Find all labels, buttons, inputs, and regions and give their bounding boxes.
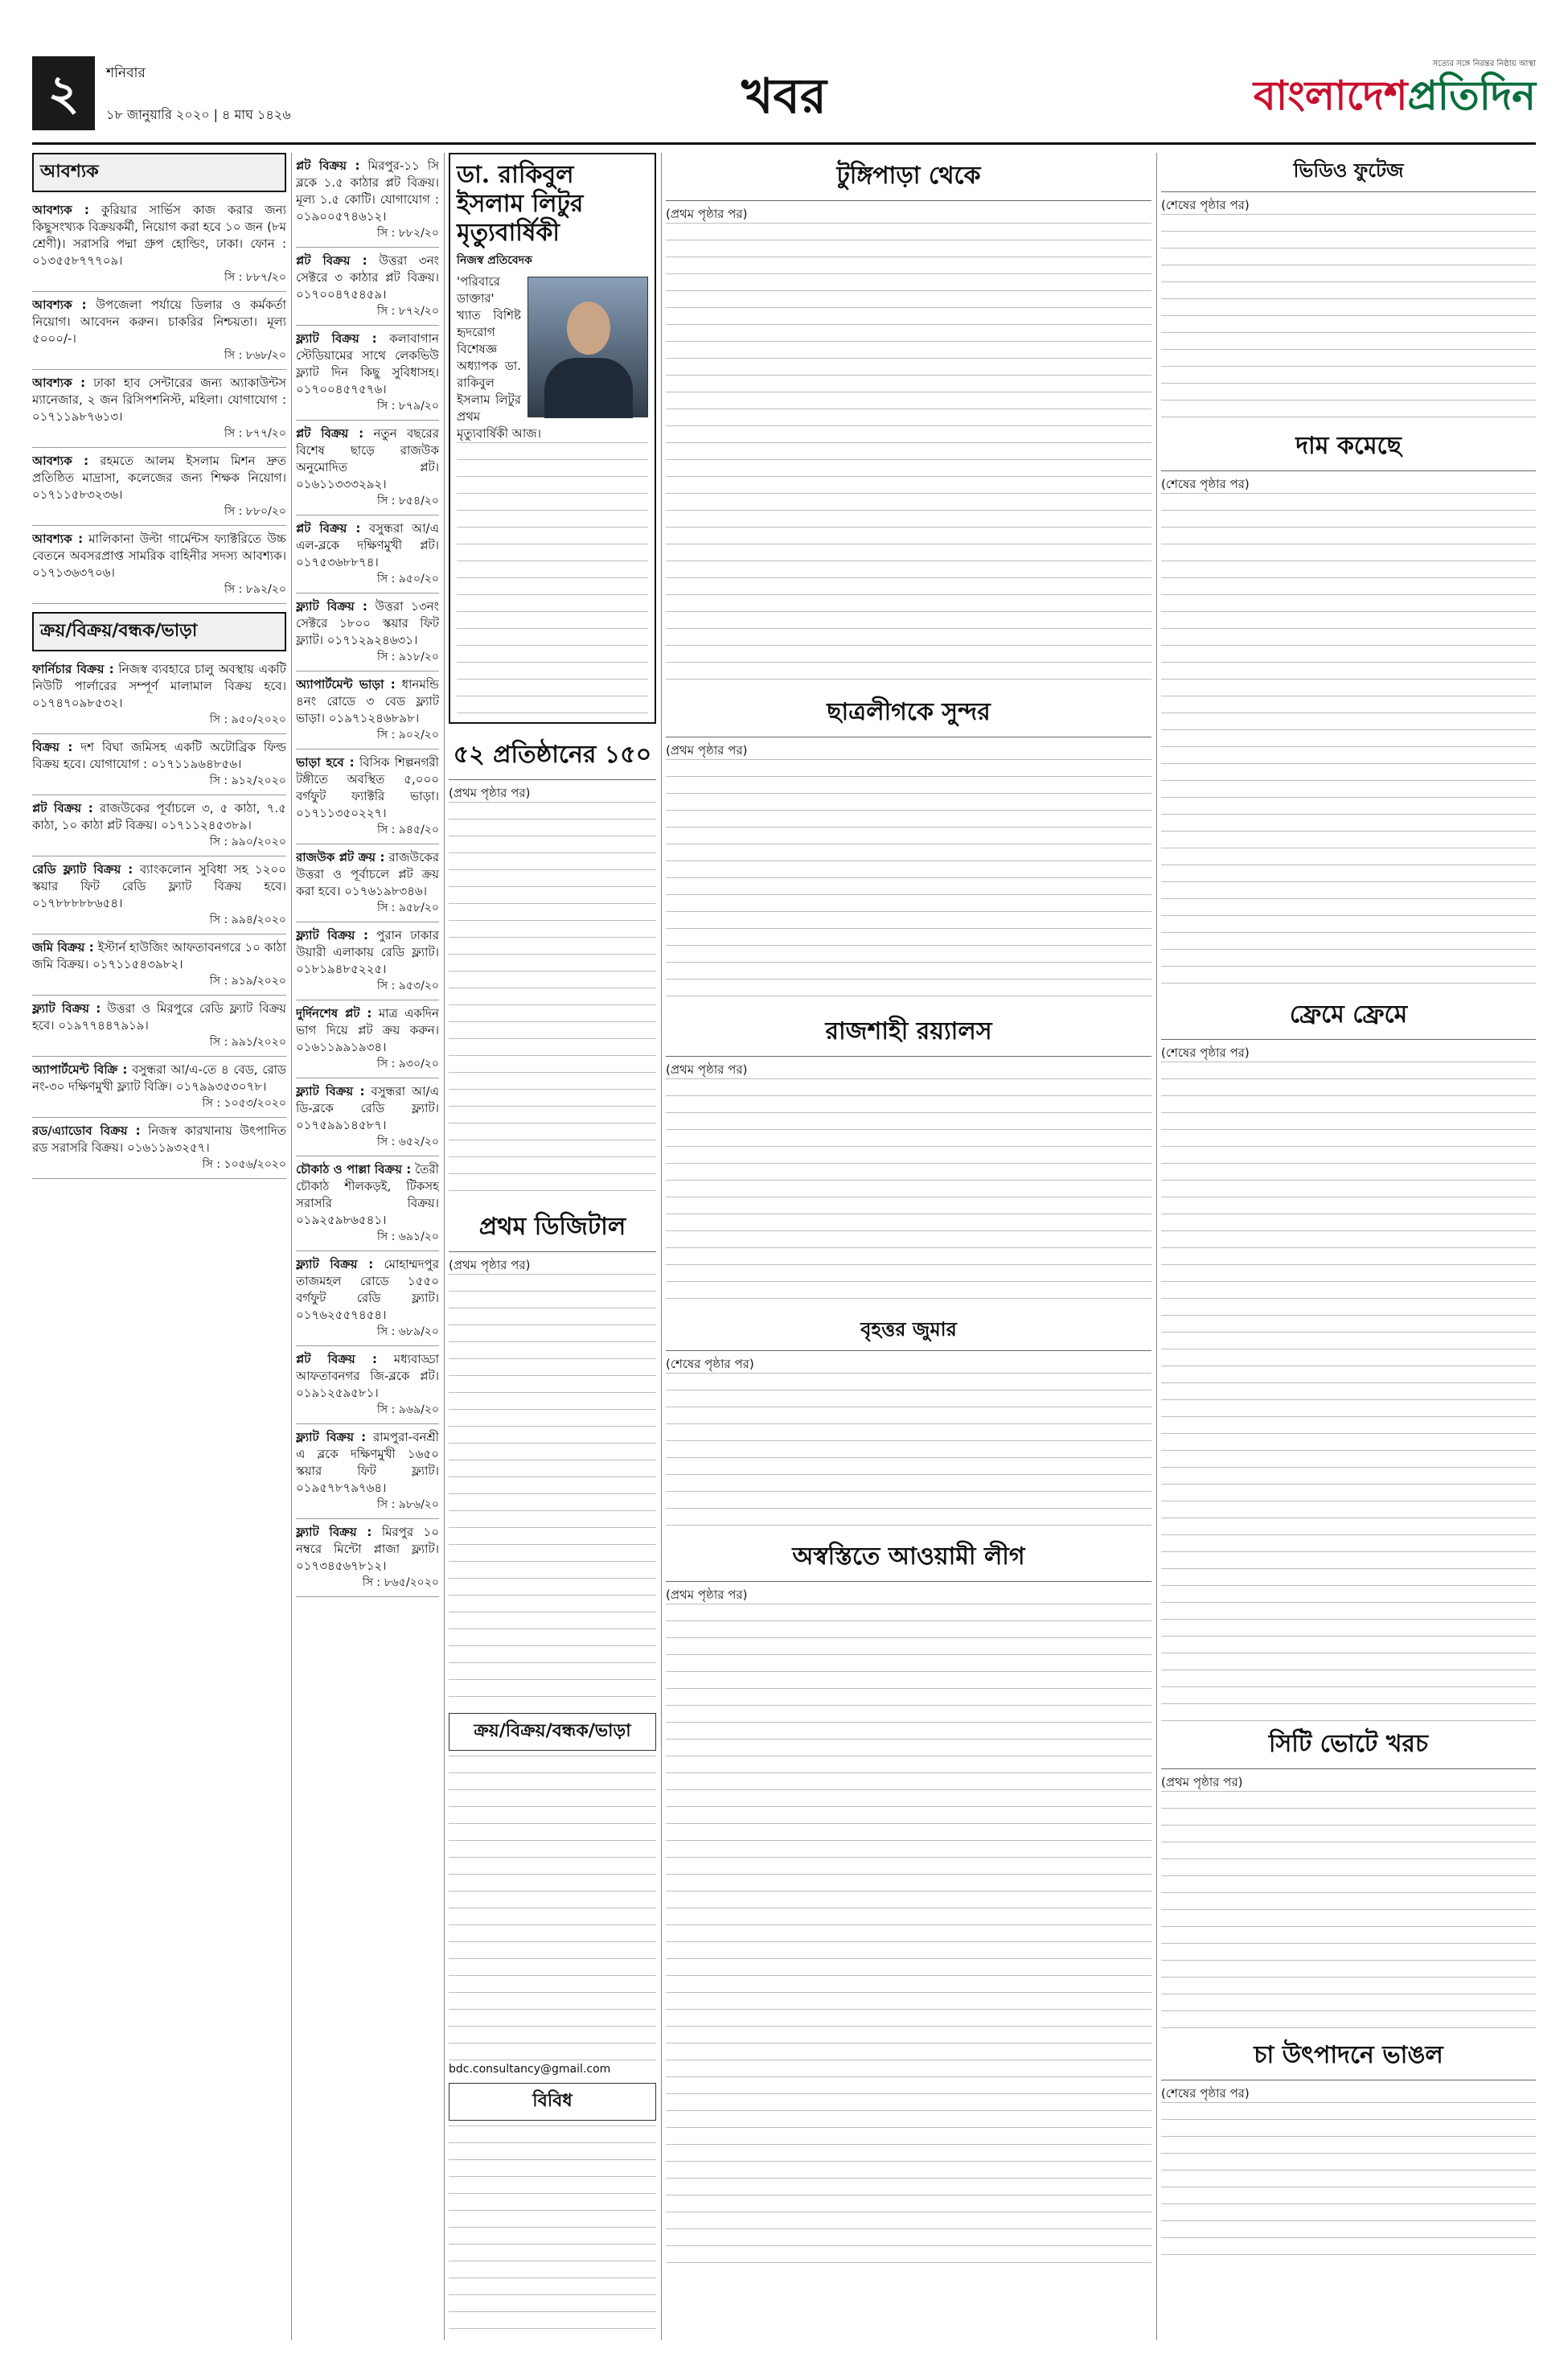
ad-text: মিরপুর ১০ নম্বরে মিন্টো প্লাজা ফ্ল্যাট। ০১৭৩৪৫৬৭৮১২। (296, 1525, 439, 1573)
classified-ad (32, 734, 286, 795)
ad-label: প্লট বিক্রয় : (296, 158, 360, 173)
classified-ad (296, 515, 439, 594)
ad-code: সি : ৬৫২/২০ (376, 1136, 439, 1148)
misc-box-head: বিবিধ (449, 2083, 656, 2121)
ad-text: উত্তরা ৩নং সেক্টরে ৩ কাঠার প্লট বিক্রয়। ০১৭০০৪৭৫৪৫৯। (296, 253, 439, 302)
story-headline[interactable]: বৃহত্তর জুমার (666, 1312, 1151, 1351)
classified-ad (32, 1118, 286, 1179)
story-body (666, 759, 1151, 1008)
classified-ad (296, 1251, 439, 1346)
classified-ad (32, 934, 286, 996)
memorial-lead: 'পরিবারে ডাক্তার' খ্যাত বিশিষ্ট হৃদরোগ বিশেষজ্ঞ অধ্যাপক ডা. রাকিবুল ইসলাম লিটুর প্রথম মৃত্যুবার্ষিকী আজ। (457, 274, 542, 441)
ad-code: সি : ৯৯১/২০২০ (209, 1036, 286, 1049)
ad-code: সি : ৮৬৮/২০ (224, 349, 286, 362)
column-rule (291, 153, 292, 2340)
ad-text: উপজেলা পর্যায়ে ডিলার ও কর্মকর্তা নিয়োগ। আবেদন করুন। চাকরির নিশ্চয়তা। মূল্য ৫০০০/-। (32, 298, 286, 346)
ad-label: ফ্ল্যাট বিক্রয় : (296, 331, 377, 346)
ad-label: ফ্ল্যাট বিক্রয় : (296, 599, 367, 614)
ad-text: বসুন্ধরা আ/এ-তে ৪ বেড, রোড নং-৩০ দক্ষিণমুখী ফ্ল্যাট বিক্রি। ০১৭৯৯৩৫৩০৭৮। (32, 1062, 286, 1094)
ad-text: ঢাকা হাব সেন্টারের জন্য অ্যাকাউন্টস ম্যানেজার, ২ জন রিসিপশনিস্ট, মহিলা। যোগাযোগ : ০১৭১১৯৮৭৬১৩। (32, 376, 286, 424)
brand-logo[interactable] (1254, 58, 1536, 118)
ad-text: উত্তরা ১৩নং সেক্টরে ১৮০০ স্কয়ার ফিট ফ্ল্যাট। ০১৭১২৯২৪৬৩১। (296, 599, 439, 647)
classified-ad (32, 856, 286, 934)
ad-label: প্লট বিক্রয় : (296, 253, 367, 268)
ad-text: বসুন্ধরা আ/এ এল-ব্লকে দক্ষিণমুখী প্লট। ০১৭৫৩৬৮৮৭৪। (296, 521, 439, 569)
classified-ad (296, 153, 439, 248)
ad-code: সি : ৮৮০/২০ (224, 505, 286, 518)
ad-label: বিক্রয় : (32, 740, 73, 754)
story-kicker: (প্রথম পৃষ্ঠার পর) (449, 786, 531, 800)
masthead (32, 56, 1536, 145)
ad-label: আবশ্যক : (32, 298, 87, 312)
ad-code: সি : ৯৩০/২০ (376, 1058, 439, 1070)
ad-label: আবশ্যক : (32, 203, 89, 217)
ad-text: কুরিয়ার সার্ভিস কাজ করার জন্য কিছুসংখ্যক বিক্রয়কর্মী, নিয়োগ করা হবে ১০ জন (৮ম শ্রেণী)। সরাসরি পদ্মা গ্রুপ হোল্ডিং, ঢাকা। ফোন : ০১৩৫৫৮৭৭৭০৯। (32, 203, 286, 268)
classified-ad (32, 795, 286, 856)
ad-code: সি : ৬৮৯/২০ (376, 1325, 439, 1338)
ad-code: সি : ৯১৮/২০ (376, 651, 439, 663)
classified-ad (296, 326, 439, 421)
ad-label: জমি বিক্রয় : (32, 940, 94, 955)
ad-code: সি : ৮৬৫/২০২০ (362, 1576, 439, 1589)
ad-label: আবশ্যক : (32, 376, 86, 390)
classified-ad (296, 1156, 439, 1251)
contact-email[interactable]: bdc.consultancy@gmail.com (449, 2063, 611, 2076)
ad-text: রহমতে আলম ইসলাম মিশন দ্রুত প্রতিষ্ঠিত মাদ্রাসা, কলেজের জন্য শিক্ষক নিয়োগ। ০১৭১১৫৮৩২৩৬। (32, 454, 286, 502)
sales-list (32, 656, 286, 1179)
classified-ad (32, 996, 286, 1057)
small-box-body (449, 1756, 656, 2061)
story-headline[interactable]: অস্বস্তিতে আওয়ামী লীগ (666, 1534, 1151, 1582)
day-name: শনিবার (106, 65, 146, 81)
ad-label: চৌকাঠ ও পাল্লা বিক্রয় : (296, 1162, 412, 1177)
classified-ad (296, 672, 439, 750)
story-kicker: (শেষের পৃষ্ঠার পর) (1161, 198, 1250, 212)
ad-text: তৈরী চৌকাঠ শীলকড়ই, টিকসহ সরাসরি বিক্রয়। ০১৯২৫৯৮৬৫৪১। (296, 1162, 439, 1227)
story-body (449, 1274, 656, 1708)
ad-label: ফ্ল্যাট বিক্রয় : (32, 1001, 101, 1016)
needs-list (32, 197, 286, 604)
story-kicker: (প্রথম পৃষ্ঠার পর) (666, 1062, 748, 1077)
memorial-box (449, 153, 656, 724)
brand-name-part2: প্রতিদিন (1407, 72, 1536, 119)
classified-ad (32, 656, 286, 734)
story-headline[interactable]: টুঙ্গিপাড়া থেকে (666, 153, 1151, 201)
ad-label: ফার্নিচার বিক্রয় : (32, 662, 114, 676)
ad-code: সি : ৮৭৭/২০ (224, 427, 286, 440)
classified-ad (32, 197, 286, 292)
column-rule (444, 153, 445, 2340)
col2-ad-list (296, 153, 439, 1597)
ad-code: সি : ৯৯০/২০২০ (209, 836, 286, 848)
classified-ad (296, 594, 439, 672)
ad-text: রাজউকের উত্তরা ও পূর্বাচলে প্লট ক্রয় করা হবে। ০১৭৬১৯৮৩৪৬। (296, 850, 439, 898)
story-kicker: (শেষের পৃষ্ঠার পর) (1161, 2086, 1250, 2101)
ad-text: বসুন্ধরা আ/এ ডি-ব্লকে রেডি ফ্ল্যাট। ০১৭৫৯৯১৪৫৮৭। (296, 1084, 439, 1132)
misc-box-body (449, 2126, 656, 2340)
memorial-body (457, 442, 648, 716)
classified-ad (32, 370, 286, 448)
story-headline[interactable]: ফ্রেমে ফ্রেমে (1161, 992, 1536, 1040)
ad-code: সি : ৮৫৪/২০ (376, 495, 439, 507)
classified-ad (32, 448, 286, 526)
ad-label: ফ্ল্যাট বিক্রয় : (296, 1257, 374, 1271)
ad-code: সি : ৯১৯/২০২০ (209, 975, 286, 988)
ad-code: সি : ৯০২/২০ (376, 729, 439, 741)
ad-code: সি : ১০৫৬/২০২০ (202, 1158, 286, 1171)
page-number: ২ (32, 56, 95, 130)
story-body (666, 1604, 1151, 2263)
ad-code: সি : ৮৯২/২০ (224, 583, 286, 596)
small-box-head: ক্রয়/বিক্রয়/বন্ধক/ভাড়া (449, 1713, 656, 1751)
story-headline[interactable]: চা উৎপাদনে ভাঙল (1161, 2032, 1536, 2080)
story-body (666, 223, 1151, 689)
ad-text: মাত্র একদিন ভাগ দিয়ে প্লট ক্রয় করুন। ০১৬১১৯৯১৯৩৪। (296, 1006, 439, 1054)
ad-text: ধানমন্ডি ৪নং রোডে ৩ বেড ফ্ল্যাট ভাড়া। ০১৯৭১২৪৬৮৯৮। (296, 677, 439, 725)
classified-ad (296, 1519, 439, 1597)
ad-label: অ্যাপার্টমেন্ট ভাড়া : (296, 677, 396, 692)
ad-label: ভাড়া হবে : (296, 755, 355, 770)
classified-ad (296, 1424, 439, 1519)
classified-ad (296, 421, 439, 515)
ad-label: ফ্ল্যাট বিক্রয় : (296, 928, 368, 943)
story-headline[interactable]: ছাত্রলীগকে সুন্দর (666, 689, 1151, 737)
story-kicker: (প্রথম পৃষ্ঠার পর) (666, 1587, 748, 1602)
ad-code: সি : ৯৫৮/২০ (376, 902, 439, 914)
ads-column-2 (296, 153, 439, 2340)
story-kicker: (শেষের পৃষ্ঠার পর) (1161, 1045, 1250, 1060)
sale-section-head: ক্রয়/বিক্রয়/বন্ধক/ভাড়া (32, 612, 286, 651)
portrait-photo (527, 277, 648, 417)
section-title: খবর (741, 68, 827, 125)
ad-code: সি : ৯৬৯/২০ (376, 1403, 439, 1416)
ad-label: ফ্ল্যাট বিক্রয় : (296, 1084, 365, 1099)
ad-text: উত্তরা ও মিরপুরে রেডি ফ্ল্যাট বিক্রয় হবে। ০১৯৭৭৪৪৭৯১৯। (32, 1001, 286, 1033)
ad-label: আবশ্যক : (32, 532, 84, 546)
classified-ad (296, 248, 439, 326)
classified-ad (296, 750, 439, 844)
date-line: ১৮ জানুয়ারি ২০২০ | ৪ মাঘ ১৪২৬ (106, 107, 291, 122)
column-5 (1161, 153, 1536, 2340)
ad-code: সি : ৯৫০/২০২০ (209, 713, 286, 726)
brand-name-part1: বাংলাদেশ (1253, 72, 1408, 119)
story-kicker: (প্রথম পৃষ্ঠার পর) (1161, 1775, 1243, 1789)
ad-text: মালিকানা উল্টা গার্মেন্টস ফ্যাক্টরিতে উচ্চ বেতনে অবসরপ্রাপ্ত সামরিক বাহিনীর সদস্য আবশ্যক। ০১৭১৩৬৩৭০৬। (32, 532, 286, 580)
brand-name (1254, 73, 1536, 118)
story-headline[interactable]: প্রথম ডিজিটাল (449, 1204, 656, 1252)
story-kicker: (শেষের পৃষ্ঠার পর) (666, 1357, 754, 1371)
ad-text: রাজউকের পূর্বাচলে ৩, ৫ কাঠা, ৭.৫ কাঠা, ১০ কাঠা প্লট বিক্রয়। ০১৭১১২৪৫৩৮৯। (32, 801, 286, 832)
story-kicker: (প্রথম পৃষ্ঠার পর) (666, 743, 748, 758)
ad-label: প্লট বিক্রয় : (32, 801, 93, 815)
ad-label: প্লট বিক্রয় : (296, 521, 361, 536)
ad-code: সি : ৯১২/২০২০ (209, 774, 286, 787)
story-body (449, 802, 656, 1204)
story-kicker: (প্রথম পৃষ্ঠার পর) (449, 1258, 531, 1272)
story-kicker: (প্রথম পৃষ্ঠার পর) (666, 207, 748, 221)
story-headline[interactable]: সিটি ভোটে খরচ (1161, 1721, 1536, 1769)
ad-label: আবশ্যক : (32, 454, 89, 468)
ad-text: রামপুরা-বনশ্রী এ ব্লকে দক্ষিণমুখী ১৬৫০ স্কয়ার ফিট ফ্ল্যাট। ০১৯৫৭৮৭৯৭৬৪। (296, 1430, 439, 1495)
ad-text: ব্যাংকলোন সুবিধা সহ ১২০০ স্কয়ার ফিট রেডি ফ্ল্যাট বিক্রয় হবে। ০১৭৮৮৮৮৮৬৫৪। (32, 862, 286, 910)
ad-label: রড/এ্যাডোব বিক্রয় : (32, 1123, 141, 1138)
ad-label: অ্যাপার্টমেন্ট বিক্রি : (32, 1062, 128, 1077)
ad-code: সি : ৯৪৫/২০ (376, 824, 439, 836)
classified-ad (32, 1057, 286, 1118)
classified-ad (296, 1000, 439, 1078)
story-body (1161, 1062, 1536, 1721)
ad-label: ফ্ল্যাট বিক্রয় : (296, 1430, 367, 1444)
ad-code: সি : ৯৯৪/২০২০ (209, 914, 286, 926)
ad-text: দশ বিঘা জমিসহ একটি অটোব্রিক ফিল্ড বিক্রয় হবে। যোগাযোগ : ০১৭১১৯৬৪৮৫৬। (32, 740, 286, 771)
ad-text: নিজস্ব ব্যবহারে চালু অবস্থায় একটি নিউটি পার্লারের সম্পূর্ণ মালামাল বিক্রয় হবে। ০১৭৪৭০৯৮৫৩২। (32, 662, 286, 710)
story-body (1161, 1791, 1536, 2032)
story-headline[interactable]: ৫২ প্রতিষ্ঠানের ১৫০ (449, 732, 656, 780)
classified-ad (296, 1346, 439, 1424)
ad-text: মধ্যবাড্ডা আফতাবনগর জি-ব্লকে প্লট। ০১৯১২৫৯৫৮১। (296, 1352, 439, 1400)
brand-tagline: সত্যের সঙ্গে নিরন্তর নিষ্ঠায় আস্থা (1432, 60, 1536, 68)
ad-label: প্লট বিক্রয় : (296, 1352, 377, 1366)
column-rule (1156, 153, 1157, 2340)
ad-label: প্লট বিক্রয় : (296, 426, 364, 441)
ad-label: রেডি ফ্ল্যাট বিক্রয় : (32, 862, 133, 877)
column-3 (449, 153, 656, 2340)
ad-code: সি : ৯৫০/২০ (376, 573, 439, 585)
ad-text: কলাবাগান স্টেডিয়ামের সাথে লেকভিউ ফ্ল্যাট দিন কিছু সুবিধাসহ। ০১৭০০৪৫৭৫৭৬। (296, 331, 439, 396)
story-headline[interactable]: ভিডিও ফুটেজ (1161, 153, 1536, 192)
story-kicker: (শেষের পৃষ্ঠার পর) (1161, 477, 1250, 491)
ad-code: সি : ৮৮৭/২০ (224, 271, 286, 284)
ad-text: ইস্টার্ন হাউজিং আফতাবনগরে ১০ কাঠা জমি বিক্রয়। ০১৭১১৫৪৩৯৮২। (32, 940, 286, 971)
ad-label: রাজউক প্লট ক্রয় : (296, 850, 385, 865)
story-body (1161, 214, 1536, 423)
story-body (1161, 2102, 1536, 2263)
story-body (666, 1078, 1151, 1312)
column-4 (666, 153, 1151, 2340)
memorial-title: ডা. রাকিবুল ইসলাম লিটুর মৃত্যুবার্ষিকী (457, 161, 584, 247)
ad-text: নিজস্ব কারখানায় উৎপাদিত রড সরাসরি বিক্রয়। ০১৬১১৯৩২৫৭। (32, 1123, 286, 1155)
ad-text: নতুন বছরের বিশেষ ছাড়ে রাজউক অনুমোদিত প্লট। ০১৬১১৩৩৩২৯২। (296, 426, 439, 491)
story-headline[interactable]: রাজশাহী রয়্যালস (666, 1008, 1151, 1057)
ad-code: সি : ১০৫৩/২০২০ (202, 1097, 286, 1110)
ad-code: সি : ৯৮৬/২০ (376, 1498, 439, 1511)
ad-label: ফ্ল্যাট বিক্রয় : (296, 1525, 372, 1539)
ad-code: সি : ৯৫৩/২০ (376, 980, 439, 992)
classified-ad (32, 526, 286, 604)
classified-ad (296, 844, 439, 922)
ad-label: দুর্দিনশেষ প্লট : (296, 1006, 372, 1021)
story-headline[interactable]: দাম কমেছে (1161, 423, 1536, 471)
classifieds-column (32, 153, 286, 2340)
ad-text: মিরপুর-১১ সি ব্লকে ১.৫ কাঠার প্লট বিক্রয়। মূল্য ১.৫ কোটি। যোগাযোগ : ০১৯০০৫৭৪৬১২। (296, 158, 439, 224)
classified-ad (296, 922, 439, 1000)
column-rule (661, 153, 662, 2340)
ad-code: সি : ৮৭২/২০ (376, 305, 439, 318)
story-body (666, 1373, 1151, 1534)
story-body (1161, 493, 1536, 992)
ad-code: সি : ৮৮২/২০ (376, 227, 439, 240)
memorial-byline: নিজস্ব প্রতিবেদক (457, 254, 532, 267)
classified-ad (296, 1078, 439, 1156)
ad-text: মোহাম্মদপুর তাজমহল রোডে ১৫৫০ বর্গফুট রেডি ফ্ল্যাট। ০১৭৬২৫৫৭৪৫৪। (296, 1257, 439, 1322)
classified-ad (32, 292, 286, 370)
ad-text: বিসিক শিল্পনগরী টঙ্গীতে অবস্থিত ৫,০০০ বর্গফুট ফ্যাক্টরি ভাড়া। ০১৭১১৩৫০২২৭। (296, 755, 439, 820)
ad-code: সি : ৮৭৯/২০ (376, 400, 439, 413)
ad-code: সি : ৬৯১/২০ (376, 1230, 439, 1243)
needs-section-head: আবশ্যক (32, 153, 286, 192)
ad-text: পুরান ঢাকার উয়ারী এলাকায় রেডি ফ্ল্যাট। ০১৮১৯৪৮৫২২৫। (296, 928, 439, 976)
